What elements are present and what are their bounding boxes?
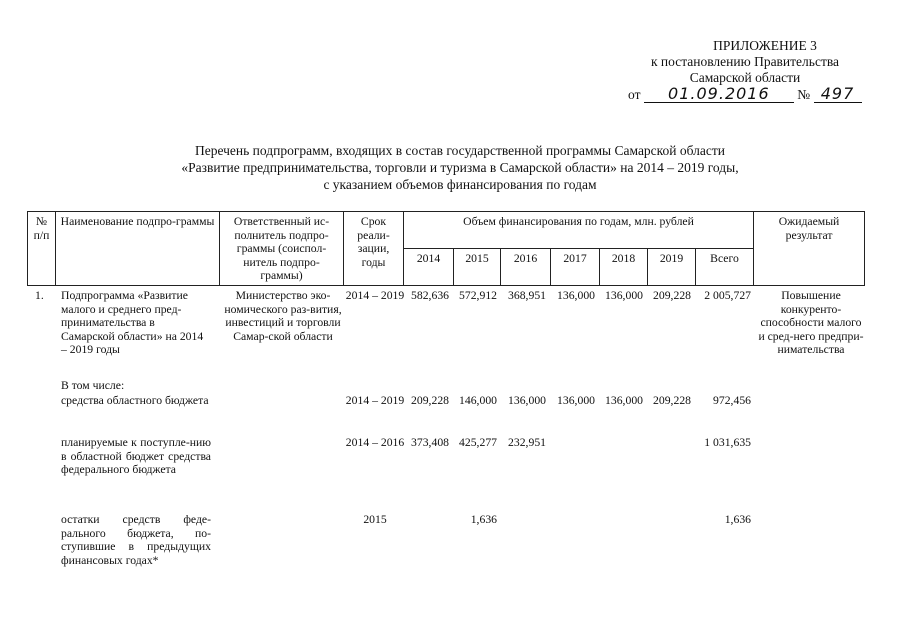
appendix-block <box>600 38 890 86</box>
row-num: 1. <box>35 289 44 302</box>
header-year: 2016 <box>501 248 551 285</box>
row-term: 2014 – 2019 <box>345 289 405 302</box>
value-2017: 136,000 <box>557 289 595 302</box>
value-total: 2 005,727 <box>704 289 751 302</box>
value-2019: 209,228 <box>653 394 691 407</box>
row-name: средства областного бюджета <box>61 394 209 407</box>
header-result: Ожидаемый результат <box>754 212 865 286</box>
header-year: 2014 <box>404 248 454 285</box>
row-name: Подпрограмма «Развитие малого и среднего пред-принимательства в Самарской области» на 2014 – 2019 годы <box>61 289 204 356</box>
value-2016: 368,951 <box>508 289 546 302</box>
value-2015: 146,000 <box>459 394 497 407</box>
header-year: 2017 <box>551 248 600 285</box>
value-2017: 136,000 <box>557 394 595 407</box>
appendix-subtitle: к постановлению Правительства <box>650 54 840 69</box>
row-responsible: Министерство эко-номического раз-вития, инвестиций и торговли Самар-ской области <box>224 289 342 343</box>
row-term: 2015 <box>363 513 387 526</box>
number-prefix: № <box>797 87 811 102</box>
header-responsible: Ответственный ис-полнитель подпро-граммы (соиспол-нитель подпро-граммы) <box>220 212 344 286</box>
document-title <box>80 142 840 193</box>
value-2018: 136,000 <box>605 394 643 407</box>
appendix-title: ПРИЛОЖЕНИЕ 3 <box>713 38 817 53</box>
value-2014: 373,408 <box>411 436 449 449</box>
subprograms-table <box>27 211 865 286</box>
value-2015: 425,277 <box>459 436 497 449</box>
row-name: планируемые к поступле-нию в областной бюджет средства федерального бюджета <box>61 436 211 476</box>
title-line-1: Перечень подпрограмм, входящих в состав государственной программы Самарской области <box>194 143 726 158</box>
value-2019: 209,228 <box>653 289 691 302</box>
date-prefix: от <box>628 87 641 102</box>
table-body <box>27 283 864 583</box>
value-2018: 136,000 <box>605 289 643 302</box>
row-term: 2014 – 2019 <box>345 394 405 407</box>
value-2015: 1,636 <box>470 513 497 526</box>
decree-date-line <box>628 86 862 103</box>
row-term: 2014 – 2016 <box>345 436 405 449</box>
value-total: 1 031,635 <box>704 436 751 449</box>
header-term: Срок реали-зации, годы <box>344 212 404 286</box>
header-num: № п/п <box>28 212 56 286</box>
value-2016: 232,951 <box>508 436 546 449</box>
title-line-3: с указанием объемов финансирования по годам <box>323 177 597 192</box>
header-year: 2019 <box>648 248 696 285</box>
row-name-prefix: В том числе: <box>61 379 125 392</box>
row-result: Повышение конкуренто-способности малого и сред-него предпри-нимательства <box>758 289 864 356</box>
value-2014: 582,636 <box>411 289 449 302</box>
value-2014: 209,228 <box>411 394 449 407</box>
decree-number: 497 <box>814 86 862 103</box>
title-line-2: «Развитие предпринимательства, торговли и туризма в Самарской области» на 2014 – 2019 годы, <box>181 160 739 175</box>
decree-date: 01.09.2016 <box>644 86 794 103</box>
header-volume: Объем финансирования по годам, млн. рублей <box>404 212 754 249</box>
value-total: 1,636 <box>724 513 751 526</box>
appendix-region: Самарской области <box>689 70 801 85</box>
header-year: 2018 <box>600 248 648 285</box>
header-name: Наименование подпро-граммы <box>56 212 220 286</box>
row-name: остатки средств феде-рального бюджета, по-ступившие в предыдущих финансовых годах* <box>61 513 211 567</box>
header-year: 2015 <box>454 248 501 285</box>
value-2015: 572,912 <box>459 289 497 302</box>
header-total: Всего <box>696 248 754 285</box>
value-total: 972,456 <box>713 394 751 407</box>
value-2016: 136,000 <box>508 394 546 407</box>
